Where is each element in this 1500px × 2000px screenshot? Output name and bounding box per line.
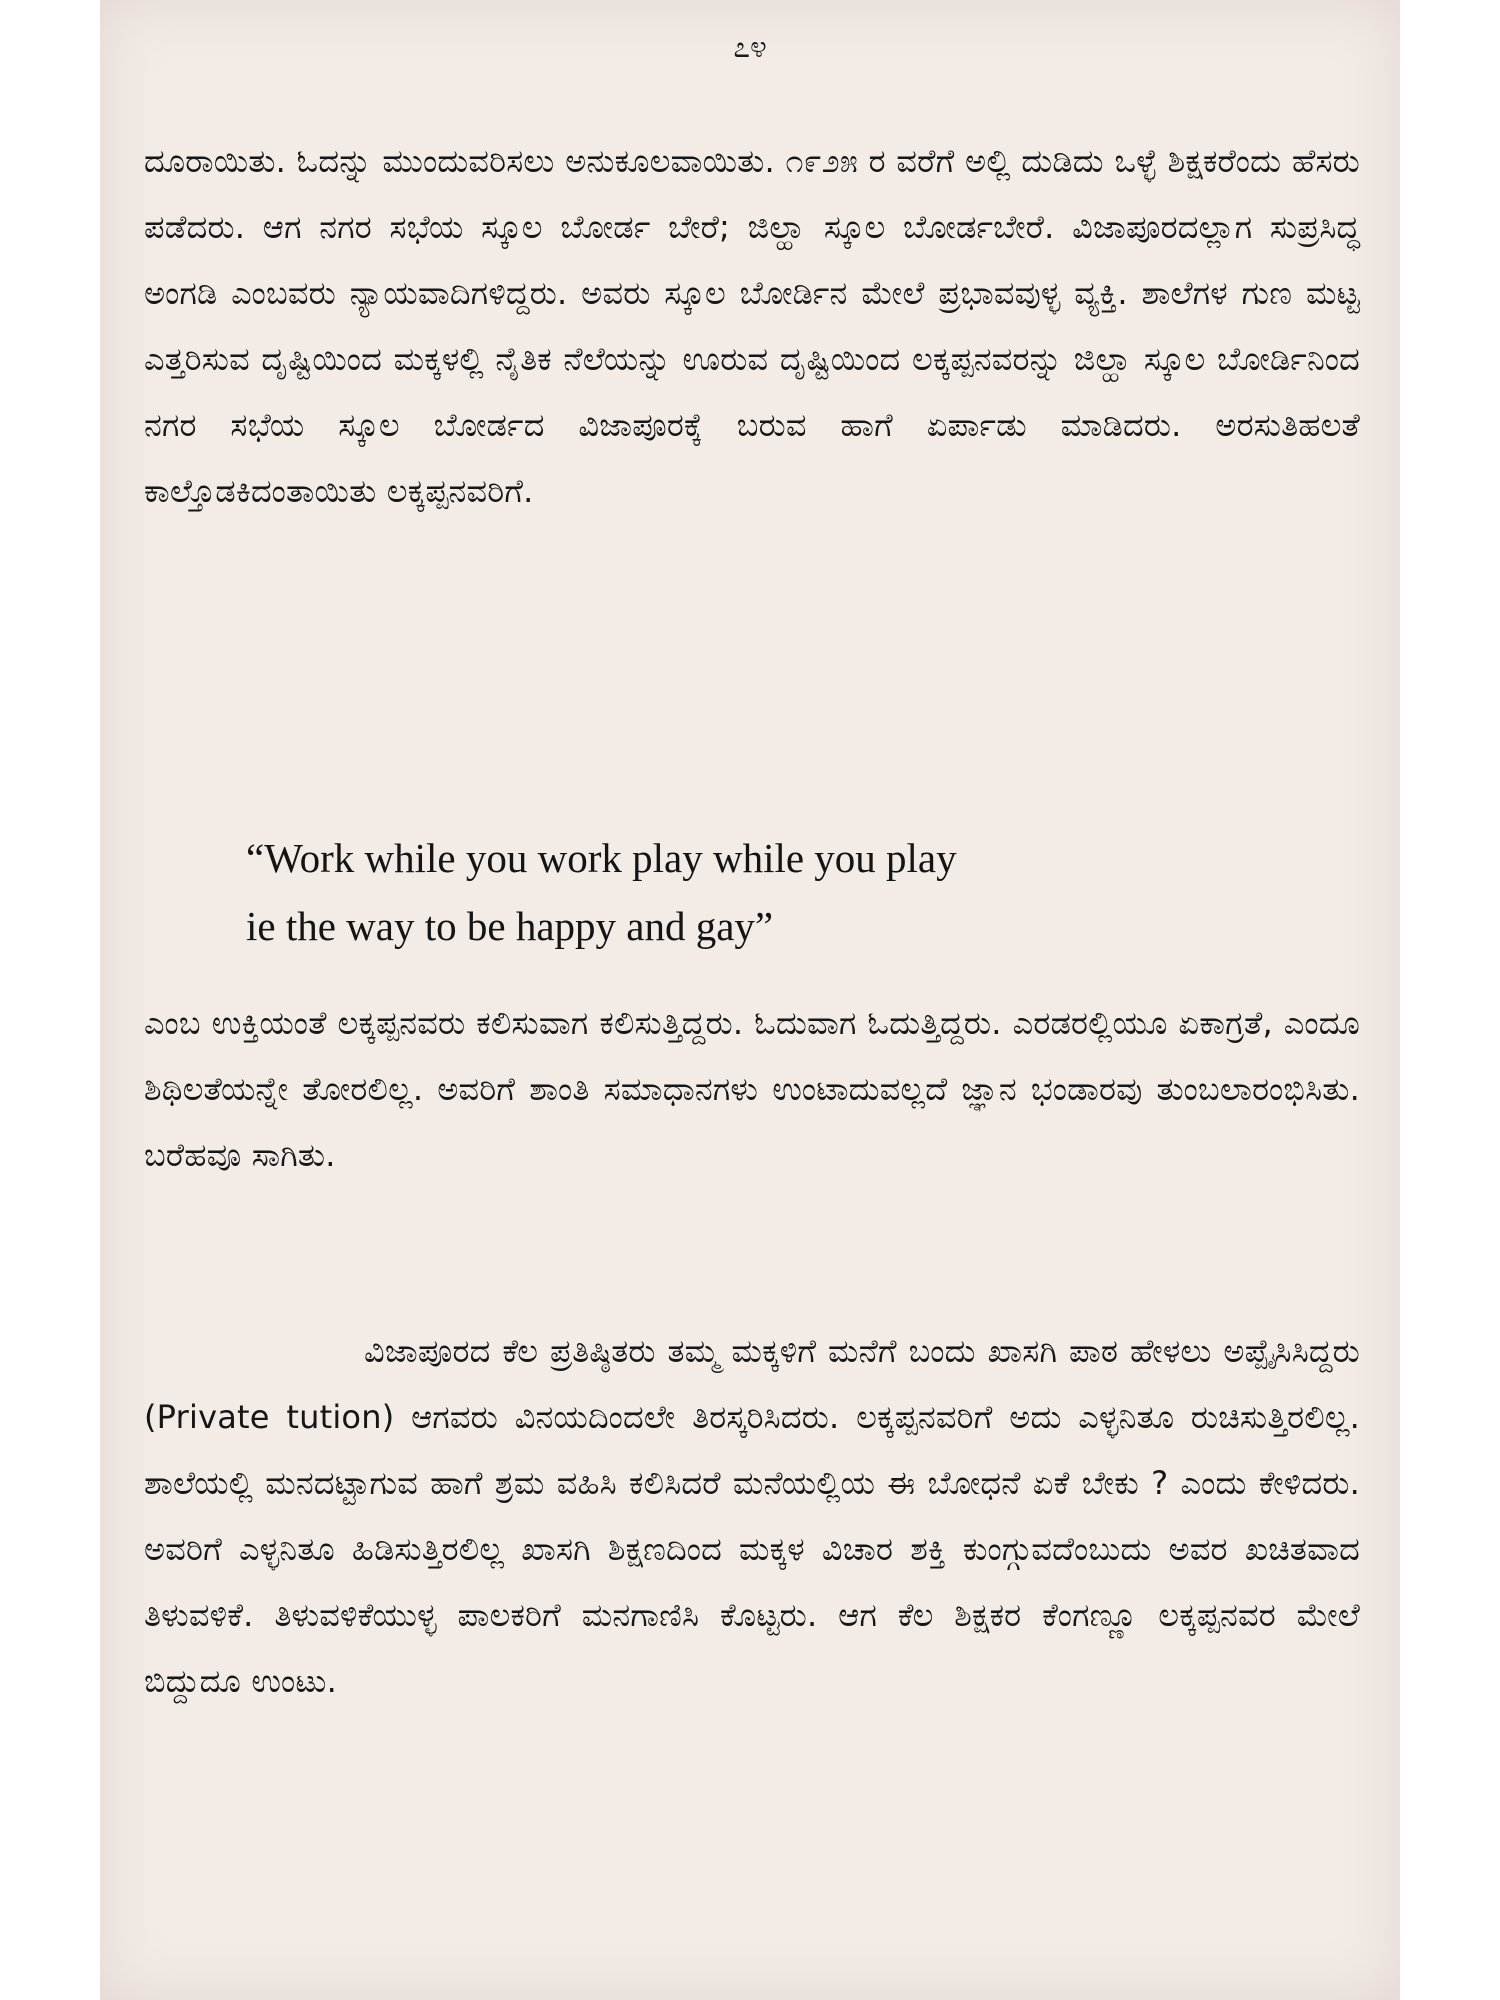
quote-line-1: “Work while you work play while you play <box>246 835 957 881</box>
paragraph-3: ವಿಜಾಪೂರದ ಕೆಲ ಪ್ರತಿಷ್ಠಿತರು ತಮ್ಮ ಮಕ್ಕಳಿಗೆ ಮನೆಗೆ ಬಂದು ಖಾಸಗಿ ಪಾಠ ಹೇಳಲು ಅಪ್ಪೈಸಿಸಿದ್ದರು (Private tution) ಆಗವರು ವಿನಯದಿಂದಲೇ ತಿರಸ್ಕರಿಸಿದರು. ಲಕ್ಕಪ್ಪನವರಿಗೆ ಅದು ಎಳ್ಳನಿತೂ ರುಚಿಸುತ್ತಿರಲಿಲ್ಲ. ಶಾಲೆಯಲ್ಲಿ ಮನದಟ್ಟಾಗುವ ಹಾಗೆ ಶ್ರಮ ವಹಿಸಿ ಕಲಿಸಿದರೆ ಮನೆಯಲ್ಲಿಯ ಈ ಬೋಧನೆ ಏಕೆ ಬೇಕು ? ಎಂದು ಕೇಳಿದರು. ಅವರಿಗೆ ಎಳ್ಳನಿತೂ ಹಿಡಿಸುತ್ತಿರಲಿಲ್ಲ ಖಾಸಗಿ ಶಿಕ್ಷಣದಿಂದ ಮಕ್ಕಳ ವಿಚಾರ ಶಕ್ತಿ ಕುಂಗ್ಗುವದೆಂಬುದು ಅವರ ಖಚಿತವಾದ ತಿಳುವಳಿಕೆ. ತಿಳುವಳಿಕೆಯುಳ್ಳ ಪಾಲಕರಿಗೆ ಮನಗಾಣಿಸಿ ಕೊಟ್ಟರು. ಆಗ ಕೆಲ ಶಿಕ್ಷಕರ ಕೆಂಗಣ್ಣೂ ಲಕ್ಕಪ್ಪನವರ ಮೇಲೆ ಬಿದ್ದುದೂ ಉಂಟು. <box>144 1332 1360 1700</box>
quote-line-2: ie the way to be happy and gay” <box>246 903 774 949</box>
paragraph-2: ಎಂಬ ಉಕ್ತಿಯಂತೆ ಲಕ್ಕಪ್ಪನವರು ಕಲಿಸುವಾಗ ಕಲಿಸುತ್ತಿದ್ದರು. ಓದುವಾಗ ಓದುತ್ತಿದ್ದರು. ಎರಡರಲ್ಲಿಯೂ ಏಕಾಗ್ರತೆ, ಎಂದೂ ಶಿಥಿಲತೆಯನ್ನೇ ತೋರಲಿಲ್ಲ. ಅವರಿಗೆ ಶಾಂತಿ ಸಮಾಧಾನಗಳು ಉಂಟಾದುವಲ್ಲದೆ ಜ್ಞಾನ ಭಂಡಾರವು ತುಂಬಲಾರಂಭಿಸಿತು. ಬರೆಹವೂ ಸಾಗಿತು. <box>144 1004 1360 1174</box>
english-quote <box>246 824 1326 960</box>
paragraph-1: ದೂರಾಯಿತು. ಓದನ್ನು ಮುಂದುವರಿಸಲು ಅನುಕೂಲವಾಯಿತು. ೧೯೨೫ ರ ವರೆಗೆ ಅಲ್ಲಿ ದುಡಿದು ಒಳ್ಳೆ ಶಿಕ್ಷಕರೆಂದು ಹೆಸರು ಪಡೆದರು. ಆಗ ನಗರ ಸಭೆಯ ಸ್ಕೂಲ ಬೋರ್ಡ ಬೇರೆ; ಜಿಲ್ಹಾ ಸ್ಕೂಲ ಬೋರ್ಡಬೇರೆ. ವಿಜಾಪೂರದಲ್ಲಾಗ ಸುಪ್ರಸಿದ್ಧ ಅಂಗಡಿ ಎಂಬವರು ನ್ಯಾಯವಾದಿಗಳಿದ್ದರು. ಅವರು ಸ್ಕೂಲ ಬೋರ್ಡಿನ ಮೇಲೆ ಪ್ರಭಾವವುಳ್ಳ ವ್ಯಕ್ತಿ. ಶಾಲೆಗಳ ಗುಣ ಮಟ್ಟ ಎತ್ತರಿಸುವ ದೃಷ್ಟಿಯಿಂದ ಮಕ್ಕಳಲ್ಲಿ ನೈತಿಕ ನೆಲೆಯನ್ನು ಊರುವ ದೃಷ್ಟಿಯಿಂದ ಲಕ್ಕಪ್ಪನವರನ್ನು ಜಿಲ್ಹಾ ಸ್ಕೂಲ ಬೋರ್ಡಿನಿಂದ ನಗರ ಸಭೆಯ ಸ್ಕೂಲ ಬೋರ್ಡದ ವಿಜಾಪೂರಕ್ಕೆ ಬರುವ ಹಾಗೆ ಏರ್ಪಾಡು ಮಾಡಿದರು. ಅರಸುತಿಹಲತೆ ಕಾಲ್ತೊಡಕಿದಂತಾಯಿತು ಲಕ್ಕಪ್ಪನವರಿಗೆ. <box>144 142 1360 510</box>
book-page <box>100 0 1400 2000</box>
page-number: ೭೪ <box>733 30 767 65</box>
